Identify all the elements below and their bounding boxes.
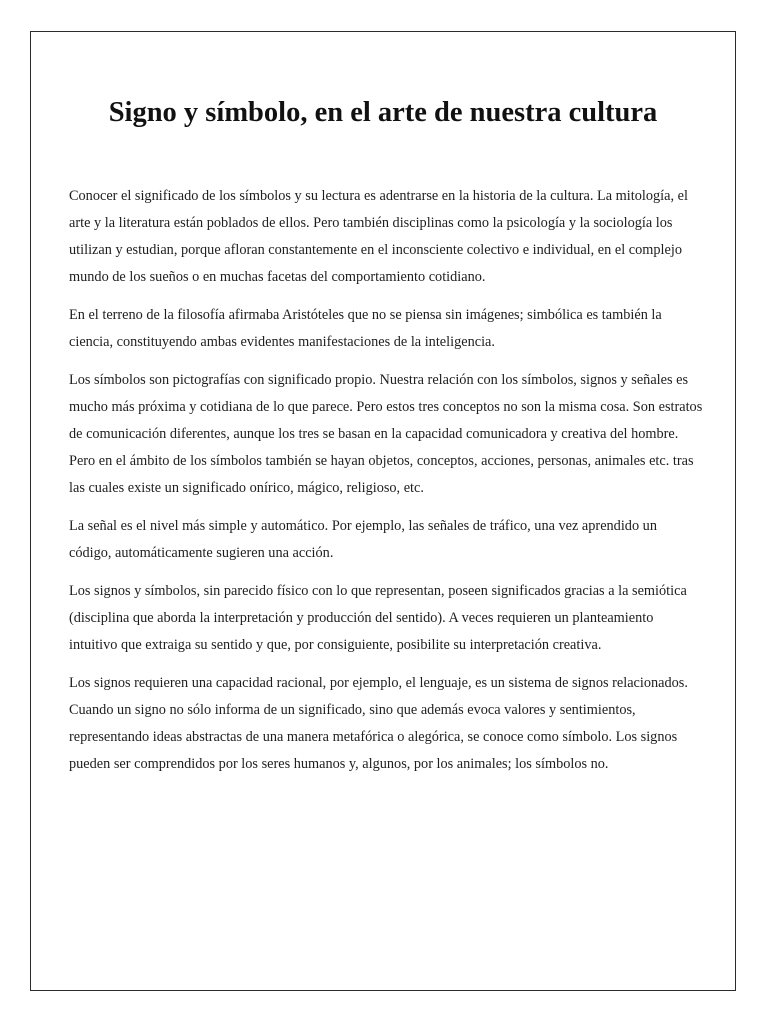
paragraph-4: La señal es el nivel más simple y automático. Por ejemplo, las señales de tráfico, una vez aprendido un código, automáticamente sugieren una acción. bbox=[69, 518, 657, 561]
paragraph-1: Conocer el significado de los símbolos y su lectura es adentrarse en la historia de la cultura. La mitología, el arte y la literatura están poblados de ellos. Pero también disciplinas como la psicología y la sociología los utilizan y estudian, porque afloran constantemente en el inconsciente colectivo e individual, en el complejo mundo de los sueños o en muchas facetas del comportamiento cotidiano. bbox=[69, 188, 688, 285]
paragraph-6: Los signos requieren una capacidad racional, por ejemplo, el lenguaje, es un sistema de signos relacionados. Cuando un signo no sólo informa de un significado, sino que además evoca valores y sentimientos, representando ideas abstractas de una manera metafórica o alegórica, se conoce como símbolo. Los signos pueden ser comprendidos por los seres humanos y, algunos, por los animales; los símbolos no. bbox=[69, 675, 688, 772]
document-page bbox=[30, 31, 736, 991]
paragraph-5: Los signos y símbolos, sin parecido físico con lo que representan, poseen significados gracias a la semiótica (disciplina que aborda la interpretación y producción del sentido). A veces requieren un planteamiento intuitivo que extraiga su sentido y que, por consiguiente, posibilite su interpretación creativa. bbox=[69, 583, 687, 653]
document-title: Signo y símbolo, en el arte de nuestra cultura bbox=[108, 97, 658, 128]
paragraph-2: En el terreno de la filosofía afirmaba Aristóteles que no se piensa sin imágenes; simbólica es también la ciencia, constituyendo ambas evidentes manifestaciones de la inteligencia. bbox=[69, 307, 662, 350]
document-body bbox=[69, 183, 703, 789]
paragraph-3: Los símbolos son pictografías con significado propio. Nuestra relación con los símbolos, signos y señales es mucho más próxima y cotidiana de lo que parece. Pero estos tres conceptos no son la misma cosa. Son estratos de comunicación diferentes, aunque los tres se basan en la capacidad comunicadora y creativa del hombre. Pero en el ámbito de los símbolos también se hayan objetos, conceptos, acciones, personas, animales etc. tras las cuales existe un significado onírico, mágico, religioso, etc. bbox=[69, 372, 703, 496]
